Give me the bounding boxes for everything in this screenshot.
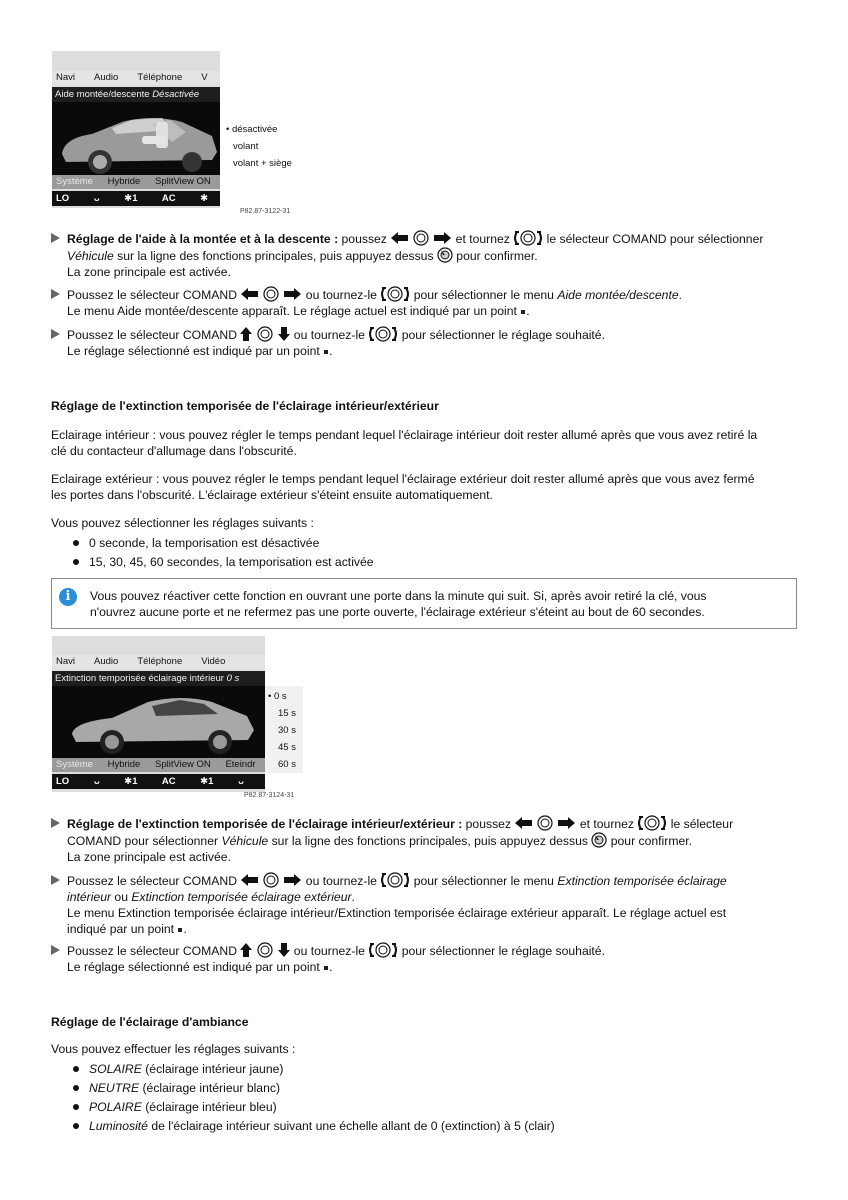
list-item: [73, 1118, 555, 1134]
func-systeme: Système: [56, 176, 93, 187]
selection-dot-icon: [324, 966, 328, 970]
step-note: Le réglage sélectionné est indiqué par un point: [67, 344, 324, 358]
info-line: n'ouvrez aucune porte et ne refermez pas une porte ouverte, l'éclairage extérieur s'éteint au bout de 60 secondes.: [90, 605, 705, 619]
menu-term: Extinction temporisée éclairage extérieur: [131, 890, 352, 904]
press-icon: [591, 832, 607, 848]
info-icon: i: [59, 588, 77, 606]
screen-title: [52, 671, 265, 686]
seat-icon: ᴗ: [93, 193, 100, 204]
step-text: Poussez le sélecteur COMAND: [67, 944, 241, 958]
step-text: ou: [111, 890, 132, 904]
step-1: [51, 815, 799, 865]
list-item-text: (éclairage intérieur bleu): [141, 1100, 277, 1114]
step-arrow-icon: [51, 818, 60, 828]
list-item-text: 15, 30, 45, 60 secondes, la temporisation est activée: [89, 555, 374, 569]
step-text: pour sélectionner le réglage souhaité.: [398, 944, 605, 958]
paragraph-line: clé du contacteur d'allumage dans l'obscurité.: [51, 444, 297, 458]
screen-climate-bar: [52, 191, 220, 206]
screen-car-image: [52, 686, 265, 758]
screen-title-value: Désactivée: [152, 89, 200, 100]
section-heading-extinction: Réglage de l'extinction temporisée de l'éclairage intérieur/extérieur: [51, 399, 439, 413]
push-up-down-icon: [240, 942, 290, 958]
step-note-end: .: [329, 960, 333, 974]
menu-video: Vidéo: [201, 656, 226, 667]
seat-icon-2: ᴗ: [238, 776, 244, 787]
list-item: [73, 535, 319, 551]
fan-icon-2: ✱: [200, 193, 209, 204]
step-text: .: [678, 288, 683, 302]
option-volant: volant: [233, 141, 259, 152]
menu-term: Aide montée/descente: [557, 288, 679, 302]
list-item-text: 0 seconde, la temporisation est désactivée: [89, 536, 320, 550]
step-text: ou tournez-le: [302, 288, 381, 302]
func-splitview: SplitView ON: [155, 176, 211, 187]
rotate-icon: [368, 942, 398, 958]
list-item-text: de l'éclairage intérieur suivant une échelle allant de 0 (extinction) à 5 (clair): [147, 1119, 555, 1133]
step-arrow-icon: [51, 945, 60, 955]
menu-navi: Navi: [56, 656, 76, 667]
step-note: indiqué par un point: [67, 922, 178, 936]
step-text: ou tournez-le: [302, 874, 381, 888]
menu-audio: Audio: [94, 72, 119, 83]
func-systeme: Système: [56, 759, 93, 770]
paragraph-selection-intro: Vous pouvez sélectionner les réglages suivants :: [51, 516, 314, 530]
func-hybride: Hybride: [107, 176, 141, 187]
push-left-right-icon: [390, 230, 452, 246]
step-note: La zone principale est activée.: [67, 850, 231, 864]
paragraph-interieur: [51, 427, 799, 459]
menu-telephone: Téléphone: [137, 72, 183, 83]
step-note: Le menu Extinction temporisée éclairage intérieur/Extinction temporisée éclairage extérieur apparaît. Le réglage actuel est: [67, 906, 727, 920]
step-text: .: [351, 890, 355, 904]
ambiance-mode: SOLAIRE: [89, 1062, 142, 1076]
menu-term: Extinction temporisée éclairage: [557, 874, 727, 888]
step-note-end: .: [526, 304, 530, 318]
list-item-text: (éclairage intérieur jaune): [141, 1062, 284, 1076]
push-up-down-icon: [240, 326, 290, 342]
step-text: pour sélectionner le menu: [410, 288, 558, 302]
step-note: Le menu Aide montée/descente apparaît. Le réglage actuel est indiqué par un point: [67, 304, 521, 318]
screen-title-value: 0 s: [226, 673, 240, 684]
step-3: [51, 326, 799, 359]
screen-menu-bar: [52, 71, 220, 85]
step-text: poussez: [462, 817, 515, 831]
menu-audio: Audio: [94, 656, 119, 667]
screen-climate-bar: [52, 774, 265, 789]
step-title: Réglage de l'aide à la montée et à la descente :: [67, 232, 339, 246]
rotate-icon: [380, 872, 410, 888]
option-45s: 45 s: [278, 742, 296, 753]
step-arrow-icon: [51, 233, 60, 243]
menu-navi: Navi: [56, 72, 76, 83]
info-box: [51, 578, 797, 629]
step-note: Le réglage sélectionné est indiqué par un point: [67, 960, 324, 974]
paragraph-exterieur: [51, 471, 799, 503]
step-text: pour confirmer.: [607, 834, 693, 848]
fan-icon: ✱1: [124, 776, 138, 787]
comand-screen-1: [52, 51, 220, 208]
info-text: [90, 588, 790, 620]
step-note-end: .: [183, 922, 187, 936]
figure-caption-2: P82.87-3124-31: [244, 792, 295, 799]
list-item: [73, 1061, 283, 1077]
step-text: COMAND pour sélectionner: [67, 834, 222, 848]
option-60s: 60 s: [278, 759, 296, 770]
step-text: et tournez: [576, 817, 638, 831]
step-text: le sélecteur: [667, 817, 734, 831]
car-interior-illustration: [52, 102, 220, 177]
step-1: [51, 230, 799, 280]
selection-dot-icon: [521, 310, 525, 314]
screen-menu-bar: [52, 655, 265, 669]
ambiance-mode: NEUTRE: [89, 1081, 140, 1095]
screen-title: [52, 87, 220, 102]
climate-ac: AC: [161, 193, 176, 204]
screen-car-image: [52, 102, 220, 177]
climate-lo: LO: [56, 776, 70, 787]
vehicule-term: Véhicule: [221, 834, 269, 848]
fan-icon-2: ✱1: [200, 776, 214, 787]
screen2-options-list: [268, 688, 296, 773]
step-text: ou tournez-le: [290, 328, 369, 342]
list-item: [73, 554, 374, 570]
paragraph-line: Eclairage intérieur : vous pouvez régler le temps pendant lequel l'éclairage intérieur doit rester allumé après que vous avez retiré la: [51, 428, 758, 442]
step-text: Poussez le sélecteur COMAND: [67, 328, 241, 342]
step-arrow-icon: [51, 289, 60, 299]
step-text: pour sélectionner le menu: [410, 874, 558, 888]
step-title: Réglage de l'extinction temporisée de l'éclairage intérieur/extérieur :: [67, 817, 463, 831]
step-3: [51, 942, 799, 975]
rotate-icon: [637, 815, 667, 831]
info-line: Vous pouvez réactiver cette fonction en ouvrant une porte dans la minute qui suit. Si, après avoir retiré la clé, vous: [90, 589, 707, 603]
step-text: poussez: [338, 232, 391, 246]
func-splitview: SplitView ON: [155, 759, 211, 770]
option-15s: 15 s: [278, 708, 296, 719]
list-item: [73, 1080, 280, 1096]
push-left-right-icon: [514, 815, 576, 831]
step-text: sur la ligne des fonctions principales, puis appuyez dessus: [113, 249, 437, 263]
step-text: sur la ligne des fonctions principales, puis appuyez dessus: [268, 834, 592, 848]
step-text: Poussez le sélecteur COMAND: [67, 874, 241, 888]
option-30s: 30 s: [278, 725, 296, 736]
rotate-icon: [380, 286, 410, 302]
car-side-illustration: [52, 686, 265, 758]
option-volant-siege: volant + siège: [233, 158, 292, 169]
vehicule-term: Véhicule: [67, 249, 114, 263]
list-item: [73, 1099, 277, 1115]
step-2: [51, 286, 799, 319]
func-hybride: Hybride: [107, 759, 141, 770]
screen-title-text: Extinction temporisée éclairage intérieur: [55, 673, 227, 684]
menu-video: V: [201, 72, 208, 83]
screen-function-bar: [52, 175, 220, 189]
menu-term: intérieur: [67, 890, 112, 904]
list-item-text: (éclairage intérieur blanc): [139, 1081, 281, 1095]
option-desactivee: • désactivée: [226, 124, 278, 135]
ambiance-mode: POLAIRE: [89, 1100, 142, 1114]
selection-dot-icon: [178, 928, 182, 932]
step-text: le sélecteur COMAND pour sélectionner: [543, 232, 764, 246]
step-2: [51, 872, 799, 937]
seat-icon: ᴗ: [93, 776, 100, 787]
step-text: pour sélectionner le réglage souhaité.: [398, 328, 605, 342]
step-note-end: .: [329, 344, 333, 358]
step-text: ou tournez-le: [290, 944, 369, 958]
step-arrow-icon: [51, 329, 60, 339]
fan-icon: ✱1: [124, 193, 138, 204]
step-text: et tournez: [452, 232, 514, 246]
paragraph-line: Eclairage extérieur : vous pouvez régler le temps pendant lequel l'éclairage extérieur doit rester allumé après que vous avez fermé: [51, 472, 755, 486]
press-icon: [437, 247, 453, 263]
push-left-right-icon: [240, 872, 302, 888]
comand-screen-2: [52, 636, 265, 792]
step-note: La zone principale est activée.: [67, 265, 231, 279]
ambiance-mode: Luminosité: [89, 1119, 148, 1133]
step-text: pour confirmer.: [452, 249, 538, 263]
menu-telephone: Téléphone: [137, 656, 183, 667]
step-arrow-icon: [51, 875, 60, 885]
climate-lo: LO: [56, 193, 70, 204]
paragraph-line: les portes dans l'obscurité. L'éclairage extérieur s'éteint ensuite automatiquement.: [51, 488, 493, 502]
rotate-icon: [368, 326, 398, 342]
rotate-icon: [513, 230, 543, 246]
step-text: Poussez le sélecteur COMAND: [67, 288, 241, 302]
func-eteindre: Eteindr: [225, 759, 256, 770]
screen-title-text: Aide montée/descente: [55, 89, 153, 100]
section-heading-ambiance: Réglage de l'éclairage d'ambiance: [51, 1015, 249, 1029]
push-left-right-icon: [240, 286, 302, 302]
screen-function-bar: [52, 758, 265, 772]
screen1-options-list: [226, 121, 292, 172]
option-0s: • 0 s: [268, 691, 287, 702]
paragraph-ambiance-intro: Vous pouvez effectuer les réglages suivants :: [51, 1042, 296, 1056]
climate-ac: AC: [161, 776, 176, 787]
selection-dot-icon: [324, 350, 328, 354]
figure-caption-1: P82.87-3122-31: [240, 208, 291, 215]
